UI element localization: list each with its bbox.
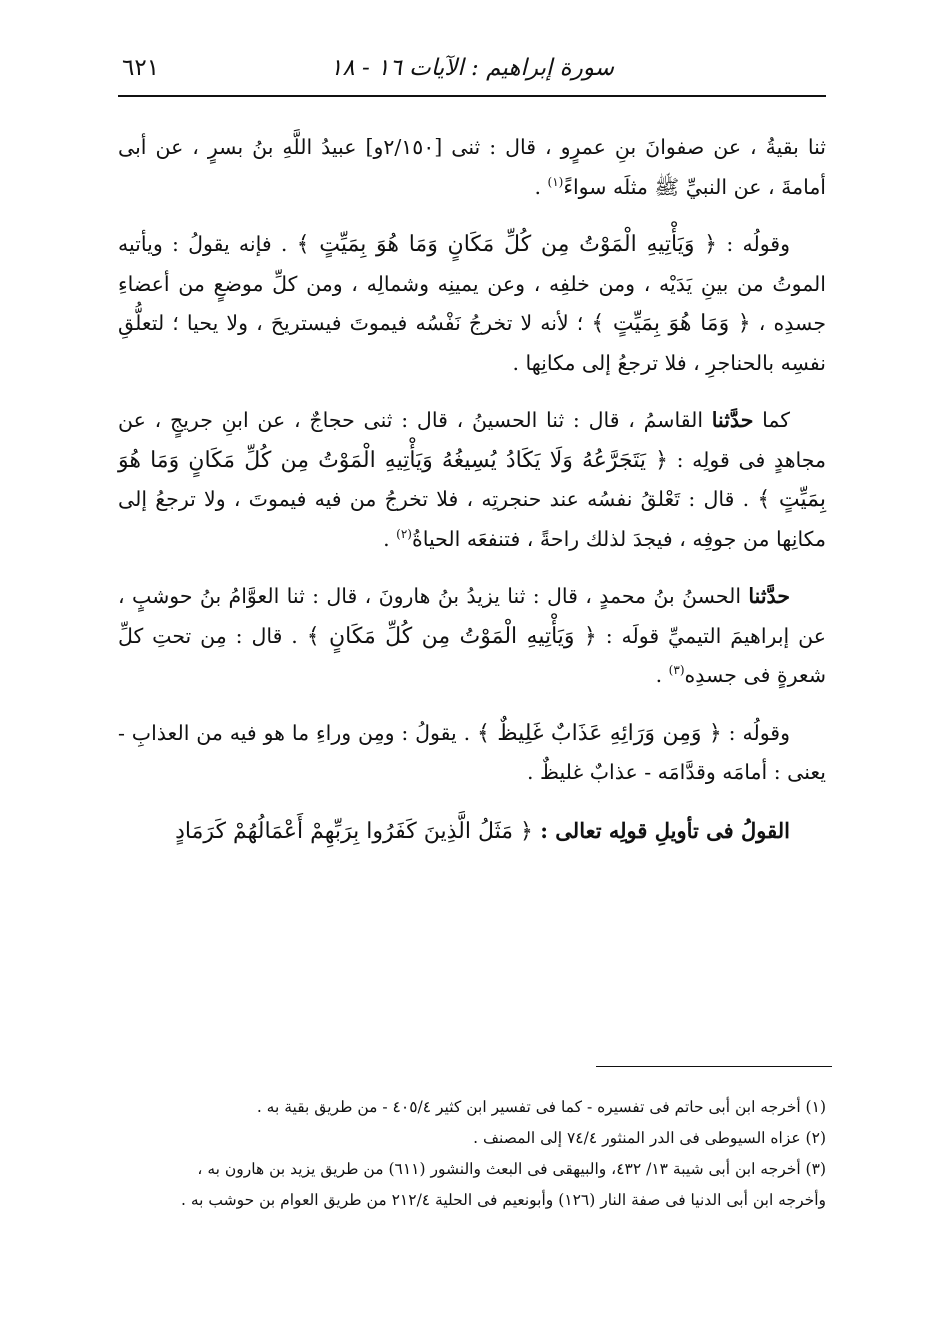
- footnotes: [118, 1092, 826, 1216]
- paragraph-text: ؛ لأنه لا تخرجُ نَفْسُه فيموتَ فيستريحَ ، ولا يحيا ؛ لتعلُّقِ نفسِه بالحناجرِ ، فلا ترجعُ إلى مكانِها .: [118, 311, 826, 375]
- paragraph-text: . يقولُ : ومِن وراءِ ما هو فيه من العذابِ - يعنى : أمامَه وقدَّامَه - عذابٌ غليظٌ .: [118, 720, 826, 784]
- quran-verse: ﴿ وَيَأْتِيهِ الْمَوْتُ مِن كُلِّ مَكَانٍ وَمَا هُوَ بِمَيِّتٍ ﴾: [296, 232, 718, 257]
- quran-verse: ﴿ وَمَا هُوَ بِمَيِّتٍ ﴾: [591, 311, 751, 336]
- paragraph-2: [118, 225, 826, 383]
- section-heading: [118, 811, 826, 852]
- footnote-3-continued: وأخرجه ابن أبى الدنيا فى صفة النار (١٢٦) وأبونعيم فى الحلية ٢١٢/٤ من طريق العوام بن حوشب به .: [180, 1191, 826, 1209]
- page-header: [118, 48, 826, 88]
- paragraph-1: [118, 128, 826, 207]
- paragraph-text: القاسمُ ، قال : ثنا الحسينُ ، قال : ثنى حجاجٌ ، عن ابنِ جريجٍ ، عن مجاهدٍ فى قولِه :: [118, 408, 826, 472]
- paragraph-text: . فإنه يقولُ : ويأتيه الموتُ من بينِ يَدَيْه ، ومن خلفِه ، وعن يمينِه وشمالِه ، ومن كلِّ موضعٍ من أعضاءِ جسدِه ،: [118, 232, 826, 335]
- paragraph-lead: وقولُه :: [717, 232, 790, 256]
- paragraph-text: ثنا بقيةُ ، عن صفوانَ بنِ عمرٍو ، قال : ثنى [٢/١٥٠و] عبيدُ اللَّهِ بنُ بسرٍ ، عن أبى أمامةَ ، عن النبيِّ ﷺ مثلَه سواءً: [118, 135, 826, 199]
- quran-verse: ﴿ وَيَأْتِيهِ الْمَوْتُ مِن كُلِّ مَكَانٍ ﴾: [306, 623, 597, 649]
- paragraph-end: .: [655, 663, 669, 687]
- paragraph-text: الحسنُ بنُ محمدٍ ، قال : ثنا يزيدُ بنُ هارونَ ، قال : ثنا العوَّامُ بنُ حوشبٍ ، عن إبراهيمَ التيميِّ قولَه :: [118, 584, 826, 648]
- paragraph-text: . قال : تَعْلقُ نفسُه عند حنجرتِه ، فلا تخرجُ من فيه فيموتَ ، ولا ترجعُ إلى مكانِها من جوفِه ، فيجدَ لذلك راحةً ، فتنفعَه الحياةُ: [118, 487, 826, 551]
- footnote-1: (١) أخرجه ابن أبى حاتم فى تفسيره - كما فى تفسير ابن كثير ٤٠٥/٤ - من طريق بقية به .: [256, 1098, 826, 1116]
- heading-label: القولُ فى تأويلِ قولِه تعالى :: [532, 817, 790, 843]
- paragraph-lead: وقولُه :: [721, 720, 790, 745]
- footnote-2: (٢) عزاه السيوطى فى الدر المنثور ٧٤/٤ إلى المصنف .: [473, 1129, 826, 1147]
- paragraph-3: [118, 401, 826, 559]
- page-number: ٦٢١: [122, 55, 160, 81]
- quran-verse: ﴿ مَثَلُ الَّذِينَ كَفَرُوا بِرَبِّهِمْ أَعْمَالُهُمْ كَرَمَادٍ: [175, 818, 533, 844]
- footnote-3: (٣) أخرجه ابن أبى شيبة ١٣/ ٤٣٢، والبيهقى فى البعث والنشور (٦١١) من طريق يزيد بن هارون به ،: [197, 1160, 826, 1178]
- paragraph-end: .: [383, 526, 397, 551]
- quran-verse: ﴿ وَمِن وَرَائِهِ عَذَابٌ غَلِيظٌ ﴾: [476, 720, 722, 746]
- quran-verse: ﴿ يَتَجَرَّعُهُ وَلَا يَكَادُ يُسِيغُهُ وَيَأْتِيهِ الْمَوْتُ مِن كُلِّ مَكَانٍ وَمَا هُوَ بِمَيِّتٍ ﴾: [118, 447, 826, 512]
- isnad-keyword: حدَّثنا: [711, 408, 754, 432]
- header-divider: [118, 95, 826, 97]
- isnad-keyword: حدَّثنا: [748, 584, 790, 608]
- paragraph-5: [118, 714, 826, 793]
- footnote-divider: [596, 1066, 832, 1067]
- footnote-ref-1[interactable]: (١): [547, 174, 564, 189]
- running-title: سورة إبراهيم : الآيات ١٦ - ١٨: [330, 55, 614, 81]
- paragraph-4: [118, 577, 826, 696]
- paragraph-end: .: [534, 174, 548, 199]
- paragraph-text: . قال : مِن تحتِ كلِّ شعرةٍ فى جسدِه: [118, 623, 826, 687]
- main-text: [118, 128, 826, 852]
- footnote-ref-3[interactable]: (٣): [668, 663, 685, 678]
- paragraph-lead: كما: [753, 408, 790, 432]
- footnote-ref-2[interactable]: (٢): [396, 526, 412, 541]
